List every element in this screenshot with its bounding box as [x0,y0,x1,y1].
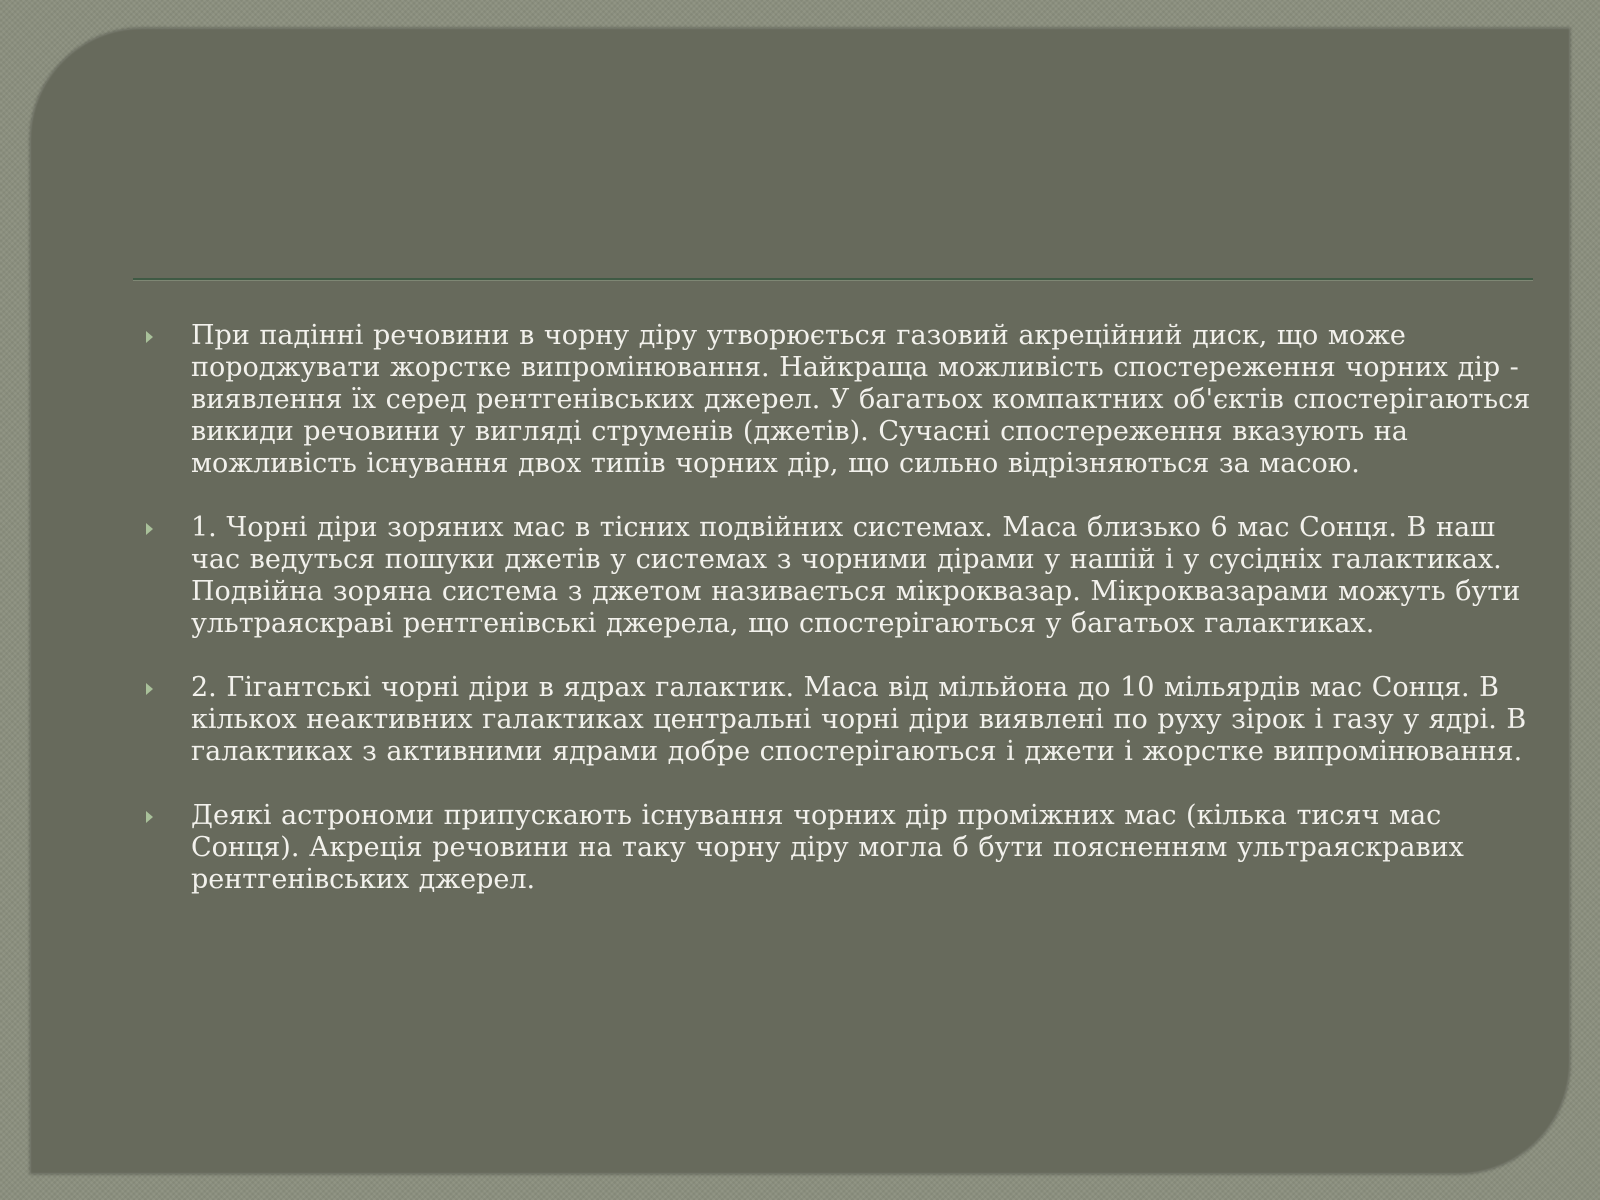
triangle-bullet-icon [146,523,153,535]
triangle-bullet-icon [146,683,153,695]
bullet-text: Деякі астрономи припускають існування чорних дір проміжних мас (кілька тисяч мас Сонця). Акреція речовини на таку чорну діру могла б бути поясненням ультраяскравих рентгенівських джерел. [191,800,1464,895]
bullet-item [144,672,1544,768]
bullet-text: 2. Гігантські чорні діри в ядрах галактик. Маса від мільйона до 10 мільярдів мас Сонця. В кількох неактивних галактиках центральні чорні діри виявлені по руху зірок і газу у ядрі. В галактиках з активними ядрами добре спостерігаються і джети і жорстке випромінювання. [191,672,1527,767]
bullet-text: При падінні речовини в чорну діру утворюється газовий акреційний диск, що може породжувати жорстке випромінювання. Найкраща можливість спостереження чорних дір - виявлення їх серед рентгенівських джерел. У багатьох компактних об'єктів спостерігаються викиди речовини у вигляді струменів (джетів). Сучасні спостереження вказують на можливість існування двох типів чорних дір, що сильно відрізняються за масою. [191,320,1531,479]
triangle-bullet-icon [146,811,153,823]
bullet-item [144,512,1544,640]
triangle-bullet-icon [146,331,153,343]
bullet-text: 1. Чорні діри зоряних мас в тісних подвійних системах. Маса близько 6 мас Сонця. В наш час ведуться пошуки джетів у системах з чорними дірами у нашій і у сусідніх галактиках. Подвійна зоряна система з джетом називається мікроквазар. Мікроквазарами можуть бути ультраяскраві рентгенівські джерела, що спостерігаються у багатьох галактиках. [191,512,1521,639]
slide-panel [30,28,1570,1174]
bullet-list [144,320,1544,928]
title-divider [133,278,1533,280]
bullet-item [144,320,1544,480]
bullet-item [144,800,1544,896]
